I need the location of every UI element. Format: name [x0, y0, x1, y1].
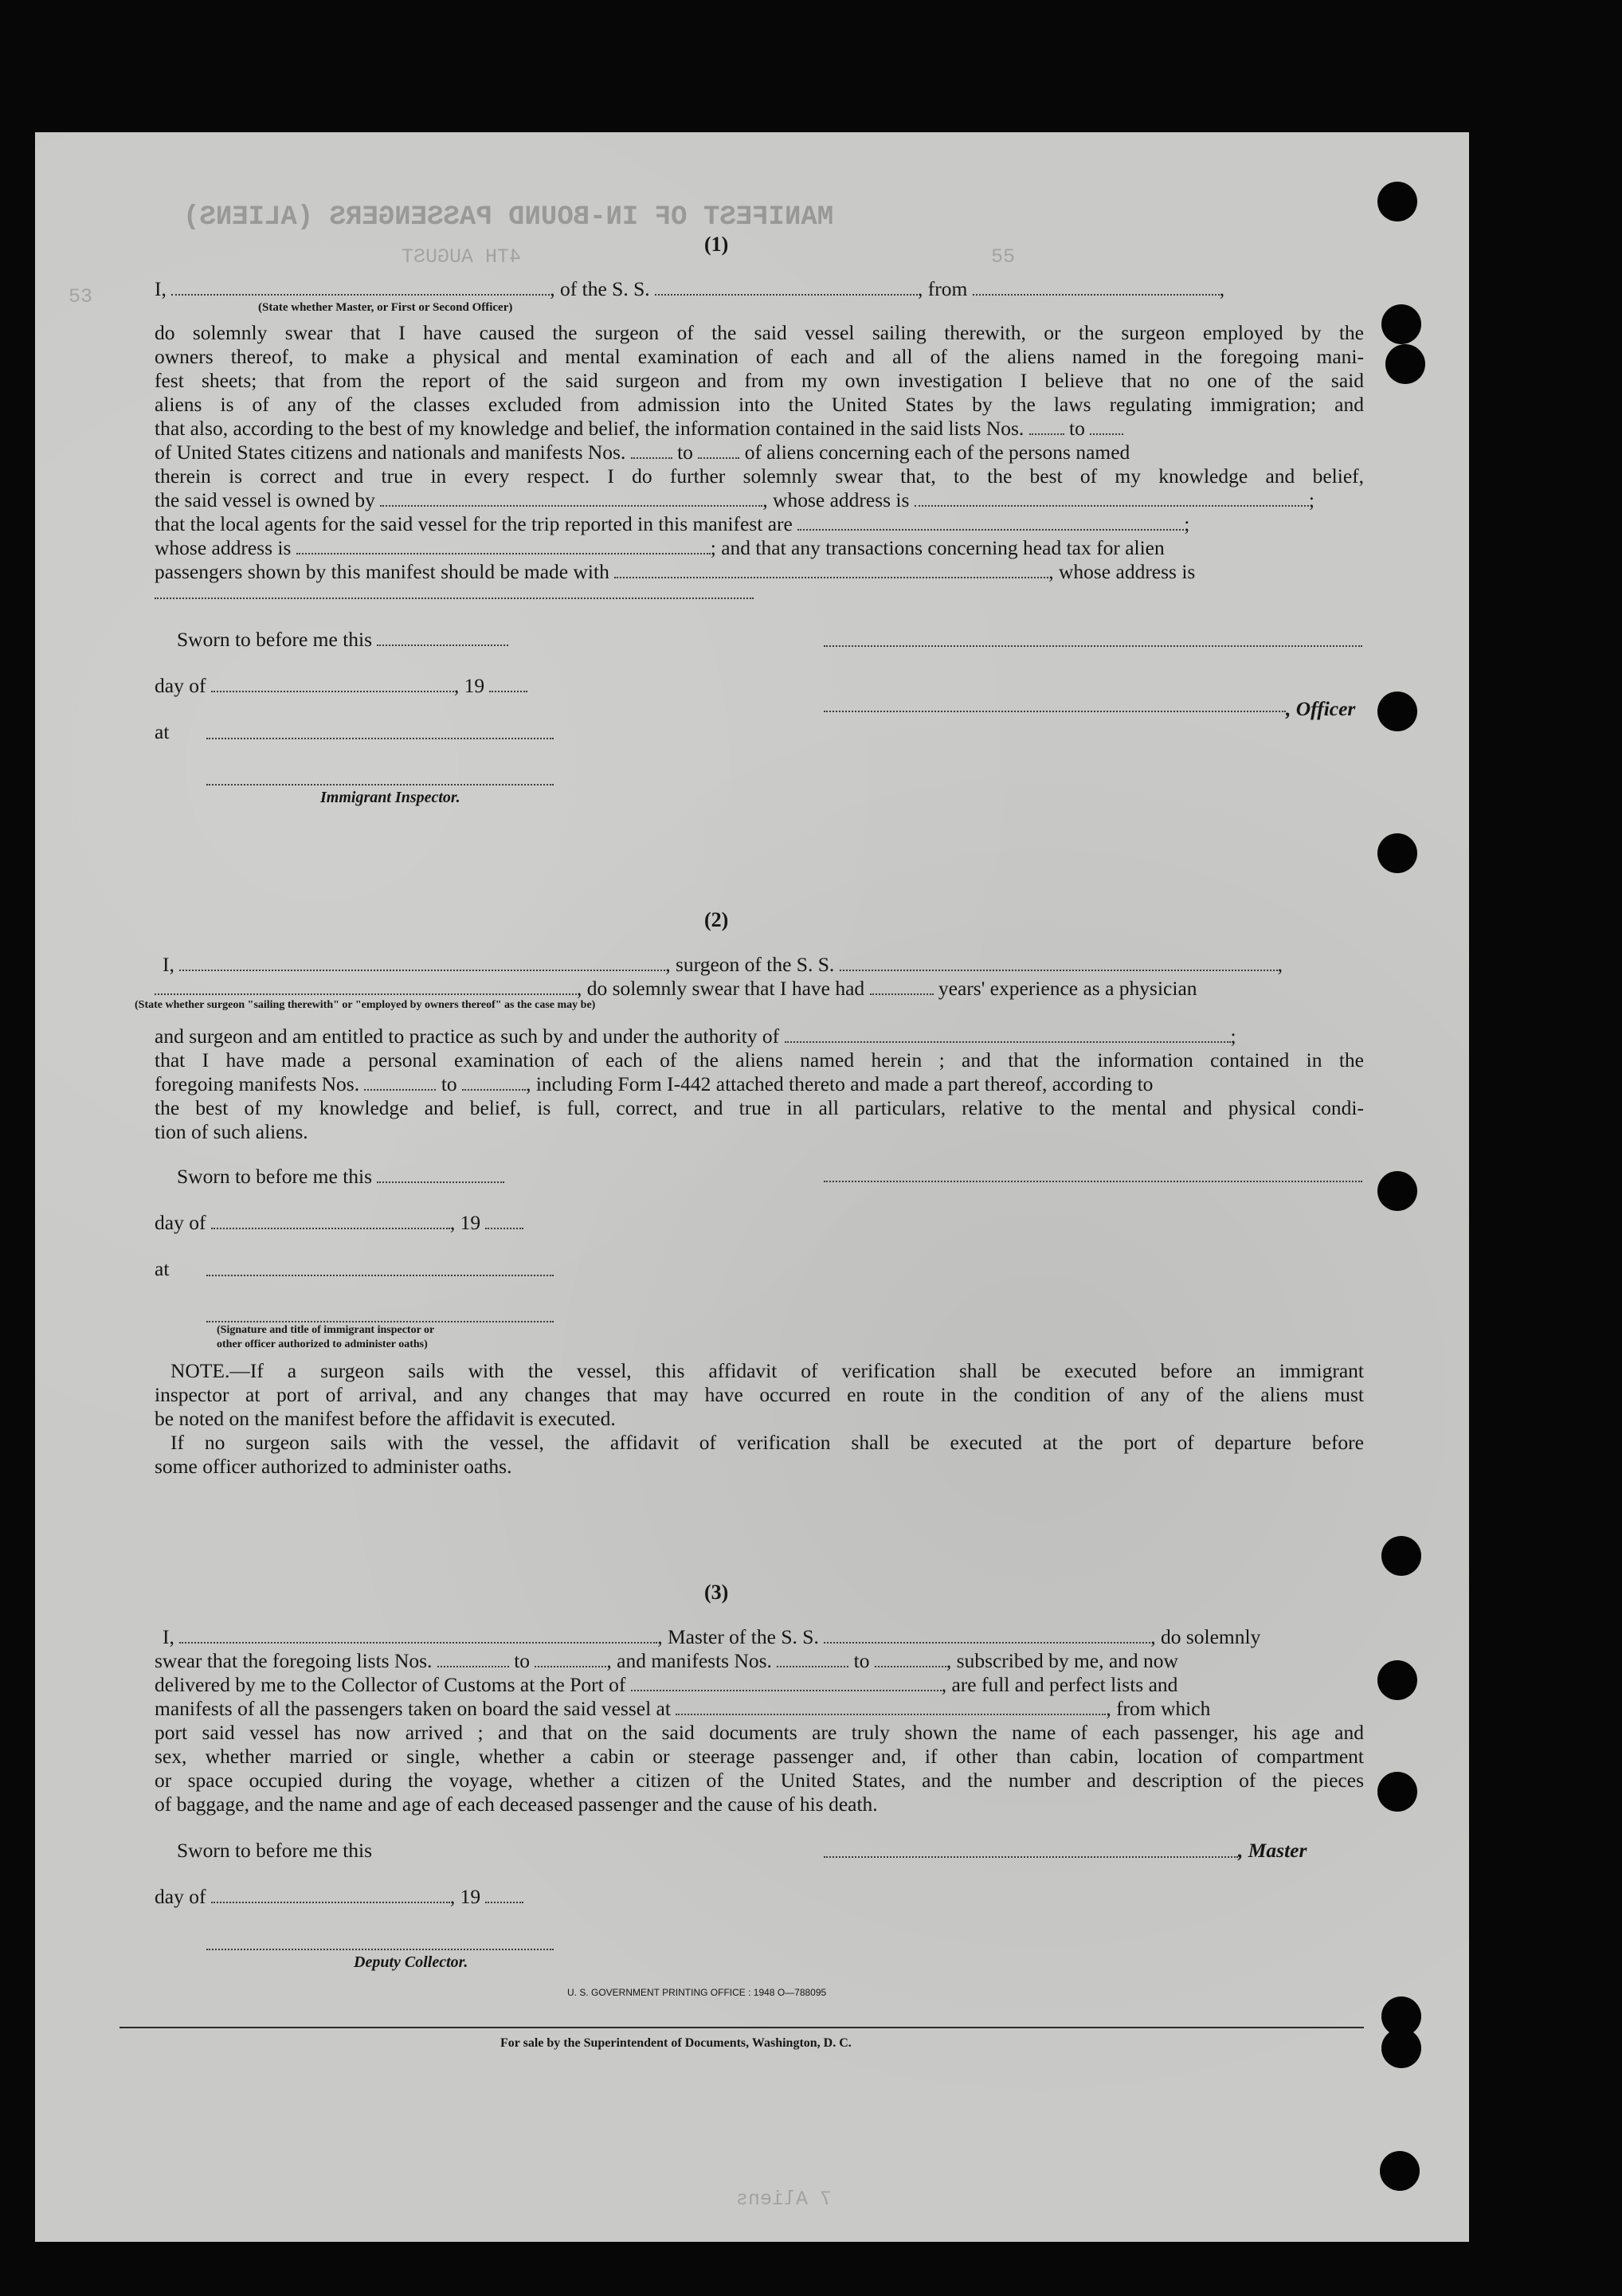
note-line: inspector at port of arrival, and any changes that may have occurred en route in the condition of any of the aliens must	[155, 1383, 1364, 1406]
binder-hole	[1385, 344, 1425, 384]
section-2-day-of: day of , 19	[155, 1211, 523, 1235]
binder-hole	[1381, 304, 1421, 344]
section-3-paragraph-line: sex, whether married or single, whether a cabin or steerage passenger and, if other than cabin, location of compartment	[155, 1745, 1364, 1768]
s3-manifests-to-field[interactable]	[875, 1650, 946, 1667]
lists-to-field[interactable]	[1090, 417, 1123, 435]
owner-address-field[interactable]	[915, 489, 1309, 507]
section-2-at: at	[155, 1257, 170, 1280]
head-tax-text: ; and that any transactions concerning head tax for alien	[710, 536, 1165, 559]
label-from: , from	[918, 277, 968, 300]
printing-office-line: U. S. GOVERNMENT PRINTING OFFICE : 1948 O—788095	[567, 1987, 827, 1998]
binder-hole	[1377, 1660, 1417, 1700]
surgeon-status-field[interactable]	[155, 978, 577, 995]
s2-manifests-from-field[interactable]	[364, 1073, 436, 1091]
s2-day-of-field[interactable]	[211, 1212, 450, 1229]
whose-address-text: , whose address is	[762, 488, 910, 511]
section-1-oath-line: I, , of the S. S. , from ,	[155, 277, 1225, 300]
bleed-through-bottom: 7 Aliens	[736, 2188, 833, 2211]
whose-address-label: whose address is	[155, 536, 292, 559]
note-line: If no surgeon sails with the vessel, the affidavit of verification shall be executed at the port of departure before	[170, 1431, 1364, 1454]
surgeon-status-caption: (State whether surgeon "sailing therewith" or "employed by owners thereof" as the case may be)	[135, 999, 596, 1011]
surgeon-name-field[interactable]	[179, 954, 665, 971]
manifests-text: of United States citizens and nationals and manifests Nos.	[155, 441, 626, 464]
section-3-sworn: Sworn to before me this	[177, 1839, 373, 1862]
manifests-to-field[interactable]	[698, 441, 739, 459]
officer-signature-line[interactable]	[824, 711, 1286, 712]
section-1-manifests-line	[155, 441, 1130, 464]
section-2-paragraph-line: tion of such aliens.	[155, 1120, 308, 1143]
label-to: to	[677, 441, 693, 464]
section-2-paragraph-line: the best of my knowledge and belief, is full, correct, and true in all particulars, relative to the mental and physical condi-	[155, 1096, 1364, 1119]
section-1-agents-line: that the local agents for the said vessel for the trip reported in this manifest are ;	[155, 512, 1190, 535]
agent-address-field[interactable]	[296, 537, 711, 554]
section-1-paragraph-line: do solemnly swear that I have caused the surgeon of the said vessel sailing therewith, or the surgeon employed by the	[155, 321, 1364, 344]
vessel-name-field[interactable]	[655, 278, 918, 296]
binder-hole	[1381, 1536, 1421, 1576]
section-1-number: (1)	[704, 233, 729, 256]
master-label: , Master	[1238, 1839, 1307, 1862]
s2-officer-signature-line[interactable]	[206, 1321, 554, 1322]
bleed-through-header: MANIFEST OF IN-BOUND PASSENGERS (ALIENS)	[183, 202, 834, 233]
bleed-through-date: 4TH AUGUST	[402, 245, 522, 268]
year-field[interactable]	[489, 675, 527, 692]
section-3-taken-line: manifests of all the passengers taken on board the said vessel at , from which	[155, 1697, 1211, 1720]
s2-signature-caption: other officer authorized to administer oaths)	[217, 1338, 428, 1350]
label-i: I,	[155, 277, 167, 300]
officer-label: , Officer	[1286, 697, 1356, 720]
at-field[interactable]	[206, 738, 554, 739]
section-3-day-of: day of , 19	[155, 1885, 523, 1909]
section-2-signature-line[interactable]	[824, 1181, 1362, 1182]
section-2-sworn: Sworn to before me this	[177, 1165, 504, 1189]
lists-text: that also, according to the best of my knowledge and belief, the information contained in the said lists Nos.	[155, 417, 1025, 440]
port-of-arrival-field[interactable]	[631, 1674, 942, 1691]
section-2-oath-line: I, , surgeon of the S. S. ,	[163, 953, 1283, 976]
section-1-day-of: day of , 19	[155, 674, 527, 698]
bleed-through-number-left: 53	[69, 285, 93, 308]
deputy-collector-signature-line[interactable]	[206, 1949, 554, 1950]
inspector-signature-line[interactable]	[206, 784, 554, 786]
section-1-sworn: Sworn to before me this	[177, 628, 508, 652]
footer-rule	[119, 2027, 1364, 2028]
manifest-sheet	[35, 132, 1469, 2242]
section-1-paragraph-line: aliens is of any of the classes excluded from admission into the United States by the laws regulating immigration; and	[155, 393, 1364, 416]
agents-field[interactable]	[797, 513, 1184, 531]
s3-lists-to-field[interactable]	[535, 1650, 606, 1667]
section-2-manifests-line: foregoing manifests Nos. to , including Form I-442 attached thereto and made a part thereof, according to	[155, 1072, 1154, 1095]
bleed-through-number-right: 55	[991, 245, 1016, 268]
s2-signature-caption: (Signature and title of immigrant inspector or	[217, 1324, 435, 1336]
note-line: some officer authorized to administer oaths.	[155, 1455, 512, 1478]
head-tax-agent-field[interactable]	[614, 561, 1048, 578]
s3-manifests-from-field[interactable]	[777, 1650, 848, 1667]
surgeon-vessel-field[interactable]	[840, 954, 1278, 971]
s2-manifests-to-field[interactable]	[462, 1073, 526, 1091]
binder-hole	[1377, 833, 1417, 873]
section-1-agent-address-line	[155, 536, 1165, 560]
label-of-ss: , of the S. S.	[550, 277, 650, 300]
section-1-lists-line	[155, 417, 1123, 441]
binder-hole	[1377, 1171, 1417, 1211]
section-3-lists-line: swear that the foregoing lists Nos. to , and manifests Nos. to , subscribed by me, and now	[155, 1649, 1178, 1672]
note-line: NOTE.—If a surgeon sails with the vessel, this affidavit of verification shall be executed before an immigrant	[170, 1359, 1364, 1382]
note-line: be noted on the manifest before the affidavit is executed.	[155, 1407, 616, 1430]
of-aliens-text: of aliens concerning each of the persons named	[744, 441, 1130, 464]
s2-sworn-date-field[interactable]	[377, 1166, 504, 1183]
agents-text: that the local agents for the said vessel for the trip reported in this manifest are	[155, 512, 793, 535]
section-2-paragraph-line: that I have made a personal examination of each of the aliens named herein ; and that the information contained in the	[155, 1048, 1364, 1072]
lists-from-field[interactable]	[1029, 417, 1064, 435]
port-of-embarkation-field[interactable]	[676, 1698, 1106, 1715]
immigrant-inspector-label: Immigrant Inspector.	[320, 789, 460, 806]
officer-title-field[interactable]	[171, 278, 550, 296]
manifests-from-field[interactable]	[631, 441, 672, 459]
section-1-head-tax-line	[155, 560, 1195, 584]
binder-hole	[1377, 692, 1417, 731]
s3-year-field[interactable]	[485, 1886, 523, 1903]
section-1-owner-line: the said vessel is owned by , whose address is ;	[155, 488, 1314, 511]
s2-year-field[interactable]	[485, 1212, 523, 1229]
section-2-number: (2)	[704, 908, 729, 931]
section-1-paragraph-line: owners thereof, to make a physical and mental examination of each and all of the aliens named in the foregoing mani-	[155, 345, 1364, 368]
section-1-paragraph-line: fest sheets; that from the report of the said surgeon and from my own investigation I believe that no one of the said	[155, 369, 1364, 392]
for-sale-line: For sale by the Superintendent of Documents, Washington, D. C.	[500, 2036, 852, 2050]
section-1-signature-line[interactable]	[824, 645, 1362, 647]
sworn-date-field[interactable]	[377, 629, 508, 646]
master-name-field[interactable]	[179, 1626, 657, 1644]
years-experience-field[interactable]	[870, 978, 934, 995]
section-3-port-line: delivered by me to the Collector of Customs at the Port of , are full and perfect lists and	[155, 1673, 1178, 1696]
binder-hole	[1380, 2151, 1420, 2191]
owner-field[interactable]	[380, 489, 762, 507]
officer-title-caption: (State whether Master, or First or Second Officer)	[258, 301, 513, 314]
section-3-oath-line: I, , Master of the S. S. , do solemnly	[163, 1625, 1261, 1648]
section-1-at: at	[155, 720, 170, 743]
day-of-field[interactable]	[211, 675, 454, 692]
label-to: to	[1069, 417, 1085, 440]
binder-hole	[1377, 182, 1417, 221]
s3-vessel-field[interactable]	[824, 1626, 1150, 1644]
made-with-text: passengers shown by this manifest should be made with	[155, 560, 609, 583]
from-port-field[interactable]	[973, 278, 1220, 296]
master-signature-line[interactable]	[824, 1856, 1238, 1858]
section-2-authority-line: and surgeon and am entitled to practice as such by and under the authority of ;	[155, 1025, 1236, 1048]
s2-at-field[interactable]	[206, 1275, 554, 1276]
whose-address-text: , whose address is	[1048, 560, 1196, 583]
owned-by-text: the said vessel is owned by	[155, 488, 375, 511]
section-3-number: (3)	[704, 1581, 729, 1604]
section-3-paragraph-line: or space occupied during the voyage, whether a citizen of the United States, and the number and description of the pieces	[155, 1769, 1364, 1792]
deputy-collector-label: Deputy Collector.	[354, 1953, 468, 1971]
s3-day-of-field[interactable]	[211, 1886, 450, 1903]
binder-hole	[1381, 2028, 1421, 2068]
section-1-paragraph-line: therein is correct and true in every respect. I do further solemnly swear that, to the best of my knowledge and belief,	[155, 464, 1364, 488]
head-tax-address-line[interactable]	[155, 598, 754, 599]
section-3-paragraph-line: port said vessel has now arrived ; and that on the said documents are truly shown the name of each passenger, his age and	[155, 1721, 1364, 1744]
section-2-experience-line: , do solemnly swear that I have had years' experience as a physician	[155, 977, 1197, 1001]
binder-hole	[1377, 1772, 1417, 1812]
section-3-paragraph-line: of baggage, and the name and age of each deceased passenger and the cause of his death.	[155, 1793, 878, 1816]
authority-field[interactable]	[785, 1025, 1231, 1043]
s3-lists-from-field[interactable]	[437, 1650, 509, 1667]
